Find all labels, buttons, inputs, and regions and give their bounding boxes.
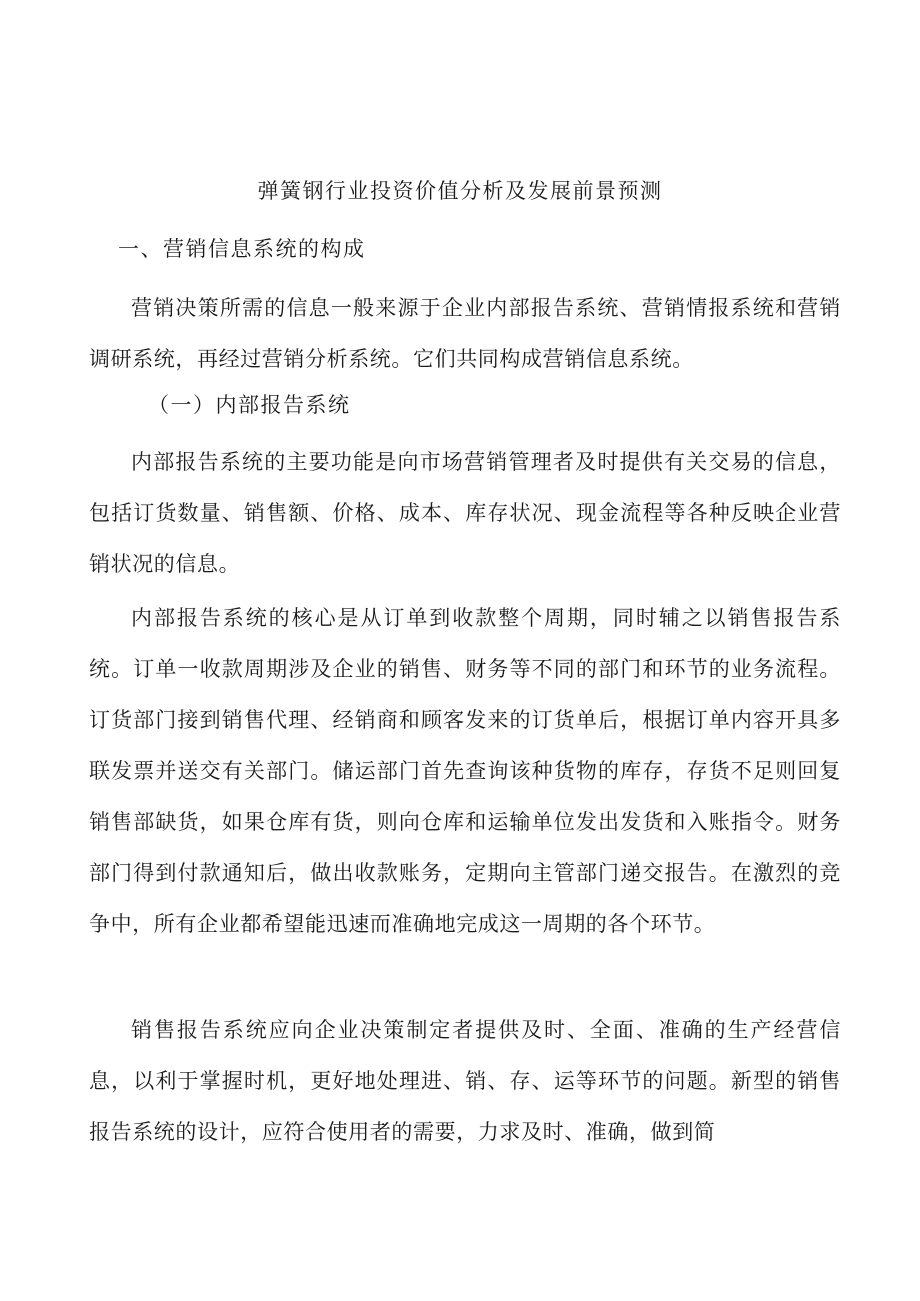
subsection-heading: （一）内部报告系统 [148, 393, 351, 417]
body-paragraph: 内部报告系统的核心是从订单到收款整个周期，同时辅之以销售报告系统。订单一收款周期涉及企业的销售、财务等不同的部门和环节的业务流程。订货部门接到销售代理、经销商和顾客发来的订货单后，根据订单内容开具多联发票并送交有关部门。储运部门首先查询该种货物的库存，存货不足则回复销售部缺货，如果仓库有货，则向仓库和运输单位发出发货和入账指令。财务部门得到付款通知后，做出收款账务，定期向主管部门递交报告。在激烈的竞争中，所有企业都希望能迅速而准确地完成这一周期的各个环节。 [89, 606, 841, 936]
body-paragraph: 内部报告系统的主要功能是向市场营销管理者及时提供有关交易的信息，包括订货数量、销售额、价格、成本、库存状况、现金流程等各种反映企业营销状况的信息。 [89, 450, 841, 576]
body-paragraph: 销售报告系统应向企业决策制定者提供及时、全面、准确的生产经营信息，以利于掌握时机，更好地处理进、销、存、运等环节的问题。新型的销售报告系统的设计，应符合使用者的需要，力求及时、准确，做到简 [89, 1018, 841, 1144]
intro-paragraph: 营销决策所需的信息一般来源于企业内部报告系统、营销情报系统和营销调研系统，再经过营销分析系统。它们共同构成营销信息系统。 [89, 296, 841, 371]
section-heading: 一、营销信息系统的构成 [118, 237, 366, 261]
document-title: 弹簧钢行业投资价值分析及发展前景预测 [257, 179, 663, 203]
